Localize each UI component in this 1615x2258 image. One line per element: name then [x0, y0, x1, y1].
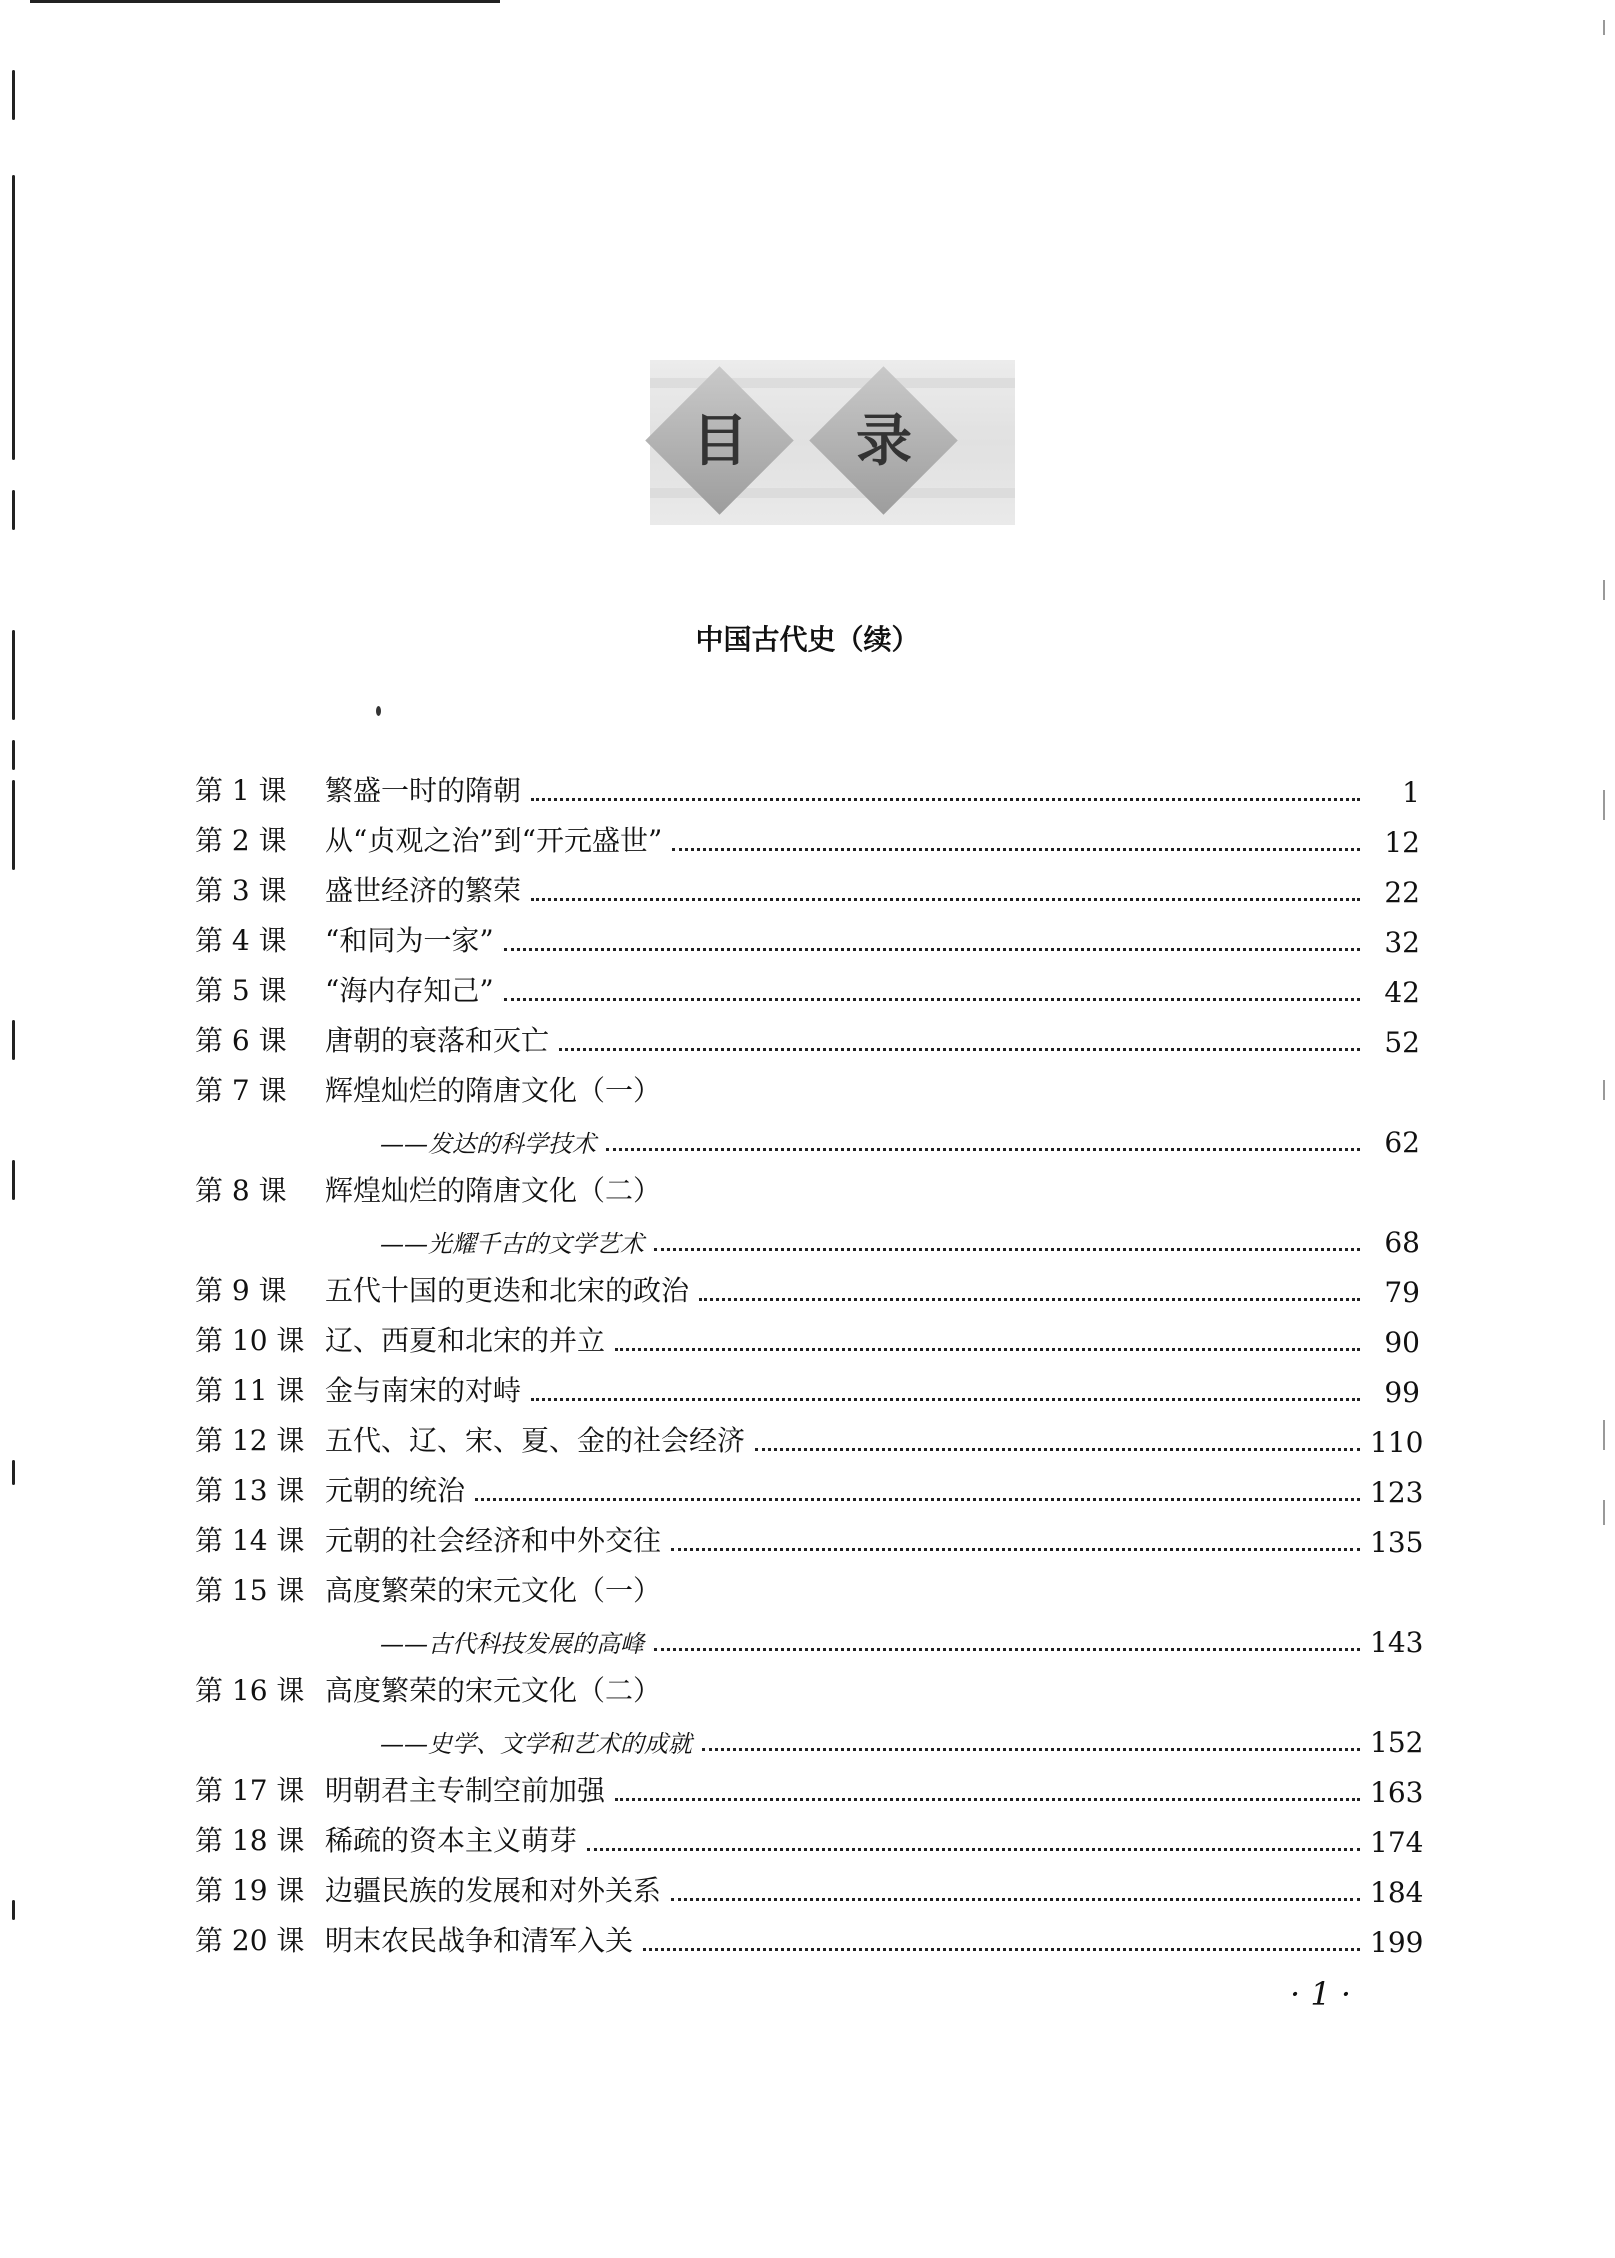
toc-entry[interactable] — [195, 1765, 1424, 1809]
lesson-subtitle: ——发达的科学技术 — [380, 1130, 596, 1158]
page-ref: 32 — [1384, 926, 1420, 959]
toc-entry[interactable] — [195, 1165, 1420, 1209]
lesson-title: 繁盛一时的隋朝 — [325, 774, 522, 807]
lesson-title: 高度繁荣的宋元文化（二） — [325, 1674, 662, 1707]
page-ref: 135 — [1370, 1526, 1424, 1559]
page-ref: 62 — [1384, 1126, 1420, 1159]
page-ref: 52 — [1384, 1026, 1420, 1059]
page-ref: 152 — [1370, 1726, 1424, 1759]
toc-entry[interactable] — [195, 1065, 1420, 1109]
lesson-title: 五代、辽、宋、夏、金的社会经济 — [325, 1424, 746, 1457]
lesson-subtitle: ——古代科技发展的高峰 — [380, 1630, 644, 1658]
lesson-title: 明朝君主专制空前加强 — [325, 1774, 606, 1807]
dot-leader — [504, 948, 1360, 951]
dot-leader — [615, 1798, 1360, 1801]
dot-leader — [615, 1348, 1360, 1351]
toc-subentry[interactable] — [380, 1715, 1424, 1759]
lesson-number: 第 19 课 — [195, 1874, 305, 1907]
dot-leader — [654, 1648, 1360, 1651]
dot-leader — [504, 998, 1360, 1001]
dot-leader — [699, 1298, 1360, 1301]
lesson-title: 金与南宋的对峙 — [325, 1374, 522, 1407]
lesson-number: 第 20 课 — [195, 1924, 305, 1957]
page-ref: 90 — [1384, 1326, 1420, 1359]
toc-entry[interactable] — [195, 1015, 1420, 1059]
page-ref: 143 — [1370, 1626, 1424, 1659]
dot-leader — [672, 848, 1360, 851]
page-ref: 12 — [1384, 826, 1420, 859]
toc-entry[interactable] — [195, 1465, 1424, 1509]
dot-leader — [531, 798, 1360, 801]
lesson-number: 第 4 课 — [195, 924, 287, 957]
lesson-subtitle: ——光耀千古的文学艺术 — [380, 1230, 644, 1258]
lesson-number: 第 14 课 — [195, 1524, 305, 1557]
page-number: · 1 · — [1290, 1975, 1352, 2013]
section-title: 中国古代史（续） — [695, 623, 920, 656]
page-ref: 79 — [1384, 1276, 1420, 1309]
dot-leader — [702, 1748, 1360, 1751]
toc-subentry[interactable] — [380, 1215, 1420, 1259]
scan-edge-right — [1603, 0, 1607, 2258]
page-ref: 174 — [1370, 1826, 1424, 1859]
dot-leader — [606, 1148, 1360, 1151]
lesson-title: 辉煌灿烂的隋唐文化（一） — [325, 1074, 662, 1107]
lesson-number: 第 12 课 — [195, 1424, 305, 1457]
dot-leader — [587, 1848, 1360, 1851]
lesson-number: 第 15 课 — [195, 1574, 305, 1607]
lesson-title: 从“贞观之治”到“开元盛世” — [325, 824, 663, 857]
page-ref: 99 — [1384, 1376, 1420, 1409]
scan-edge-top — [30, 0, 500, 3]
toc-entry[interactable] — [195, 815, 1420, 859]
lesson-subtitle: ——史学、文学和艺术的成就 — [380, 1730, 692, 1758]
lesson-number: 第 7 课 — [195, 1074, 287, 1107]
toc-entry[interactable] — [195, 965, 1420, 1009]
lesson-title: 边疆民族的发展和对外关系 — [325, 1874, 662, 1907]
lesson-title: 辉煌灿烂的隋唐文化（二） — [325, 1174, 662, 1207]
dot-leader — [643, 1948, 1360, 1951]
lesson-title: 高度繁荣的宋元文化（一） — [325, 1574, 662, 1607]
dot-leader — [531, 1398, 1360, 1401]
page-ref: 163 — [1370, 1776, 1424, 1809]
dot-leader — [671, 1548, 1360, 1551]
page-ref: 1 — [1402, 776, 1420, 809]
toc-header-char-lu: 录 — [856, 409, 912, 474]
page-ref: 42 — [1384, 976, 1420, 1009]
lesson-number: 第 8 课 — [195, 1174, 287, 1207]
page-ref: 110 — [1370, 1426, 1424, 1459]
lesson-title: 唐朝的衰落和灭亡 — [325, 1024, 550, 1057]
toc-entry[interactable] — [195, 1315, 1420, 1359]
lesson-title: “海内存知己” — [325, 974, 494, 1007]
toc-entry[interactable] — [195, 1565, 1420, 1609]
lesson-title: 稀疏的资本主义萌芽 — [325, 1824, 578, 1857]
toc-entry[interactable] — [195, 915, 1420, 959]
lesson-number: 第 3 课 — [195, 874, 287, 907]
page-ref: 184 — [1370, 1876, 1424, 1909]
lesson-number: 第 18 课 — [195, 1824, 305, 1857]
lesson-number: 第 9 课 — [195, 1274, 287, 1307]
lesson-number: 第 1 课 — [195, 774, 287, 807]
lesson-number: 第 6 课 — [195, 1024, 287, 1057]
lesson-title: 盛世经济的繁荣 — [325, 874, 522, 907]
lesson-title: 元朝的社会经济和中外交往 — [325, 1524, 662, 1557]
toc-entry[interactable] — [195, 1665, 1420, 1709]
lesson-title: 五代十国的更迭和北宋的政治 — [325, 1274, 690, 1307]
toc-entry[interactable] — [195, 1815, 1424, 1859]
toc-entry[interactable] — [195, 1515, 1424, 1559]
scan-edge-left — [12, 0, 26, 2258]
toc-entry[interactable] — [195, 765, 1420, 809]
toc-subentry[interactable] — [380, 1115, 1420, 1159]
toc-subentry[interactable] — [380, 1615, 1424, 1659]
dot-leader — [654, 1248, 1360, 1251]
scan-speck — [376, 706, 381, 716]
dot-leader — [671, 1898, 1360, 1901]
toc-header-char-mu: 目 — [692, 409, 748, 474]
lesson-number: 第 2 课 — [195, 824, 287, 857]
lesson-number: 第 13 课 — [195, 1474, 305, 1507]
toc-entry[interactable] — [195, 1865, 1424, 1909]
toc-entry[interactable] — [195, 865, 1420, 909]
dot-leader — [531, 898, 1360, 901]
toc-entry[interactable] — [195, 1415, 1424, 1459]
toc-entry[interactable] — [195, 1265, 1420, 1309]
lesson-number: 第 10 课 — [195, 1324, 305, 1357]
page-ref: 199 — [1370, 1926, 1424, 1959]
dot-leader — [475, 1498, 1360, 1501]
lesson-number: 第 11 课 — [195, 1374, 305, 1407]
page-ref: 123 — [1370, 1476, 1424, 1509]
dot-leader — [755, 1448, 1360, 1451]
lesson-title: 元朝的统治 — [325, 1474, 466, 1507]
page-ref: 22 — [1384, 876, 1420, 909]
dot-leader — [559, 1048, 1360, 1051]
lesson-number: 第 17 课 — [195, 1774, 305, 1807]
lesson-number: 第 5 课 — [195, 974, 287, 1007]
toc-entry[interactable] — [195, 1915, 1424, 1959]
lesson-number: 第 16 课 — [195, 1674, 305, 1707]
lesson-title: 明末农民战争和清军入关 — [325, 1924, 634, 1957]
page-ref: 68 — [1384, 1226, 1420, 1259]
toc-entry[interactable] — [195, 1365, 1420, 1409]
lesson-title: “和同为一家” — [325, 924, 494, 957]
lesson-title: 辽、西夏和北宋的并立 — [325, 1324, 606, 1357]
